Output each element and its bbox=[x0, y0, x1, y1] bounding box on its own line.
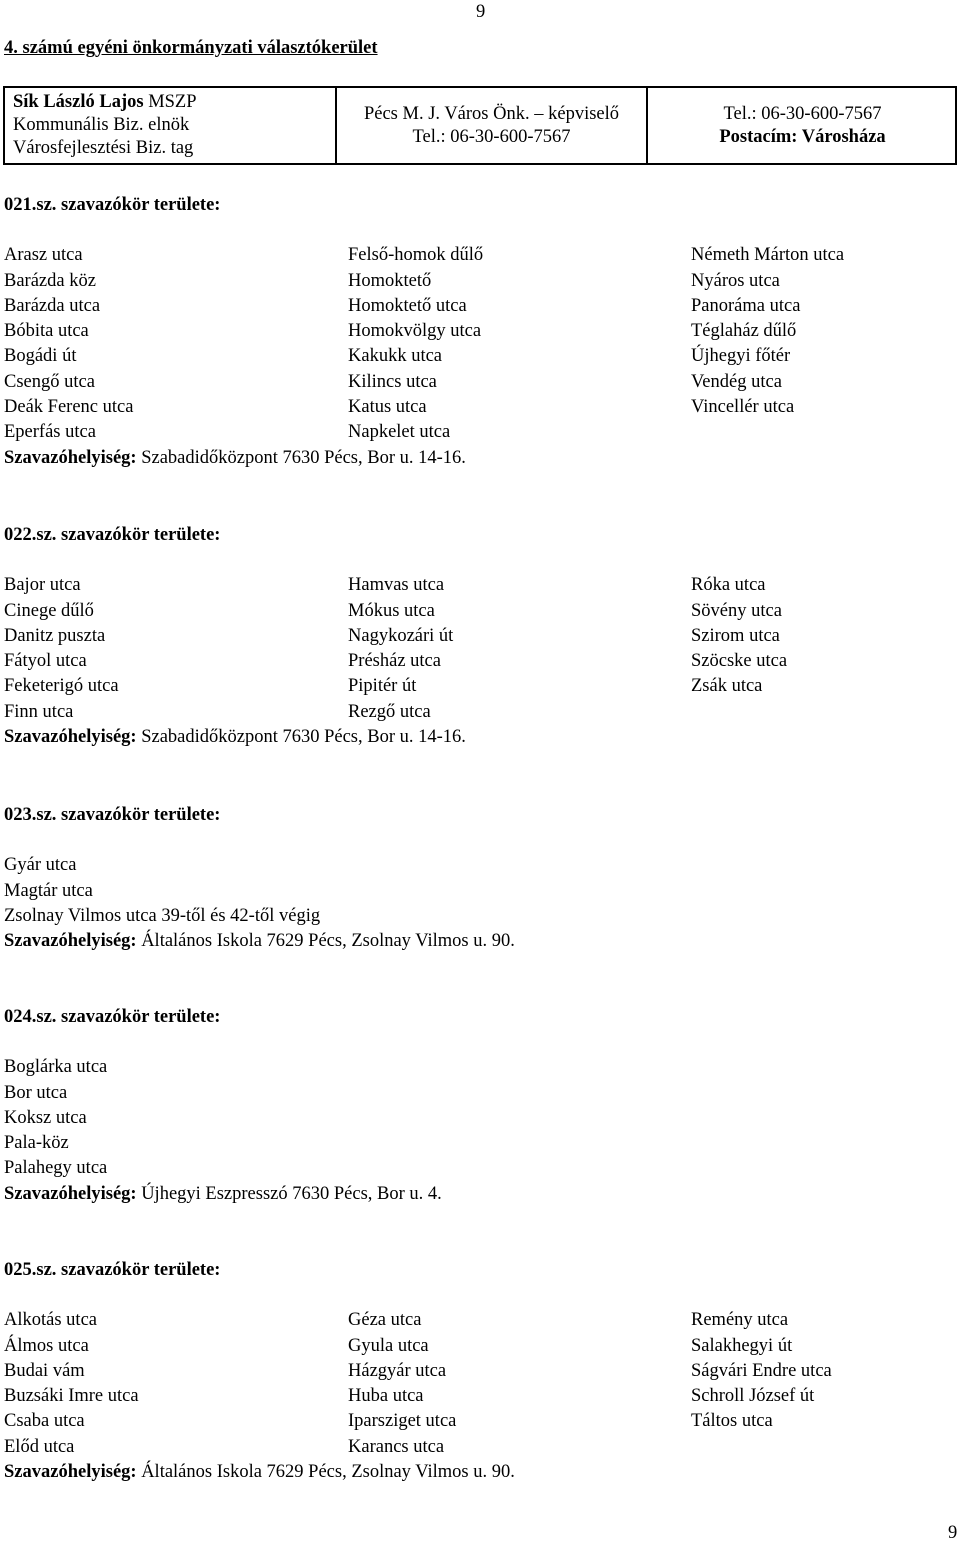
street-name: Katus utca bbox=[348, 397, 427, 418]
street-name: Szöcske utca bbox=[691, 651, 788, 672]
street-name: Zsák utca bbox=[691, 676, 763, 697]
street-name: Bóbita utca bbox=[4, 321, 89, 342]
section-heading: 025.sz. szavazókör területe: bbox=[4, 1260, 221, 1280]
street-name: Nagykozári út bbox=[348, 625, 454, 646]
street-name: Cinege dűlő bbox=[4, 600, 94, 621]
polling-place bbox=[4, 1182, 956, 1207]
street-row bbox=[4, 370, 956, 395]
street-name: Felső-homok dűlő bbox=[348, 245, 484, 266]
polling-place-address: Általános Iskola 7629 Pécs, Zsolnay Vilmos u. 90. bbox=[141, 931, 515, 952]
street-name: Panoráma utca bbox=[691, 295, 801, 316]
street-name: Barázda köz bbox=[4, 270, 96, 291]
page-number-top: 9 bbox=[476, 2, 486, 22]
street-name: Pipitér út bbox=[348, 676, 417, 697]
street-row bbox=[4, 700, 956, 725]
polling-place-address: Szabadidőközpont 7630 Pécs, Bor u. 14-16. bbox=[141, 727, 466, 748]
street-name: Barázda utca bbox=[4, 295, 101, 316]
street-row bbox=[4, 573, 956, 598]
street-row bbox=[4, 624, 956, 649]
polling-place bbox=[4, 1460, 956, 1485]
street-row bbox=[4, 1359, 956, 1384]
street-name: Újhegyi főtér bbox=[691, 346, 791, 367]
street-row bbox=[4, 269, 956, 294]
street-row bbox=[4, 1334, 956, 1359]
representative-box bbox=[3, 86, 957, 165]
polling-place bbox=[4, 446, 956, 471]
section-heading: 023.sz. szavazókör területe: bbox=[4, 805, 221, 825]
street-name: Bajor utca bbox=[4, 575, 81, 596]
street-name: Táltos utca bbox=[691, 1411, 773, 1432]
polling-place-label: Szavazóhelyiség: bbox=[4, 447, 137, 468]
street-name: Házgyár utca bbox=[348, 1360, 447, 1381]
street-row bbox=[4, 649, 956, 674]
polling-place-label: Szavazóhelyiség: bbox=[4, 1183, 137, 1204]
street-name: Buzsáki Imre utca bbox=[4, 1386, 139, 1407]
street-name: Finn utca bbox=[4, 701, 74, 722]
street-row bbox=[4, 420, 956, 445]
section-heading: 021.sz. szavazókör területe: bbox=[4, 195, 221, 215]
section-heading: 024.sz. szavazókör területe: bbox=[4, 1007, 221, 1027]
street-name: Szirom utca bbox=[691, 625, 780, 646]
polling-place-address: Újhegyi Eszpresszó 7630 Pécs, Bor u. 4. bbox=[141, 1183, 442, 1204]
page-number-bottom: 9 bbox=[948, 1523, 958, 1543]
street-name: Karancs utca bbox=[348, 1436, 445, 1457]
street-name: Iparsziget utca bbox=[348, 1411, 457, 1432]
street-name: Mókus utca bbox=[348, 600, 435, 621]
polling-place-address: Általános Iskola 7629 Pécs, Zsolnay Vilmos u. 90. bbox=[141, 1462, 515, 1483]
representative-position: Pécs M. J. Város Önk. – képviselő bbox=[363, 104, 620, 124]
street-name: Kakukk utca bbox=[348, 346, 443, 367]
polling-place-address: Szabadidőközpont 7630 Pécs, Bor u. 14-16. bbox=[141, 447, 466, 468]
street-name: Budai vám bbox=[4, 1360, 85, 1381]
street-row bbox=[4, 1308, 956, 1333]
street-name: Salakhegyi út bbox=[691, 1335, 793, 1356]
street-name: Vendég utca bbox=[691, 371, 782, 392]
street-name: Bor utca bbox=[4, 1082, 68, 1103]
street-name: Zsolnay Vilmos utca 39-től és 42-től végig bbox=[4, 905, 321, 926]
representative-name-cell bbox=[5, 88, 335, 163]
representative-role-2: Városfejlesztési Biz. tag bbox=[13, 138, 194, 158]
street-row bbox=[4, 294, 956, 319]
street-name: Csaba utca bbox=[4, 1411, 85, 1432]
representative-position-cell bbox=[335, 88, 648, 163]
street-name: Alkotás utca bbox=[4, 1310, 97, 1331]
street-name: Kilincs utca bbox=[348, 371, 437, 392]
street-name: Palahegy utca bbox=[4, 1158, 108, 1179]
street-name: Hamvas utca bbox=[348, 575, 445, 596]
polling-place bbox=[4, 929, 956, 954]
representative-phone-middle: Tel.: 06-30-600-7567 bbox=[412, 127, 571, 147]
street-row bbox=[4, 243, 956, 268]
street-name: Csengő utca bbox=[4, 371, 95, 392]
street-name: Fátyol utca bbox=[4, 651, 87, 672]
street-list bbox=[4, 1055, 956, 1207]
representative-phone-right: Tel.: 06-30-600-7567 bbox=[723, 104, 882, 124]
street-row bbox=[4, 319, 956, 344]
street-row bbox=[4, 1384, 956, 1409]
street-name: Napkelet utca bbox=[348, 422, 451, 443]
street-row bbox=[4, 344, 956, 369]
polling-section bbox=[4, 803, 956, 954]
street-name: Gyula utca bbox=[348, 1335, 429, 1356]
street-name: Sövény utca bbox=[691, 600, 782, 621]
street-name: Koksz utca bbox=[4, 1107, 87, 1128]
street-name: Homoktető bbox=[348, 270, 432, 291]
polling-section bbox=[4, 1258, 956, 1485]
street-row bbox=[4, 1435, 956, 1460]
street-name: Előd utca bbox=[4, 1436, 75, 1457]
street-name: Vincellér utca bbox=[691, 397, 795, 418]
polling-place-label: Szavazóhelyiség: bbox=[4, 727, 137, 748]
street-name: Magtár utca bbox=[4, 880, 93, 901]
representative-name: Sík László Lajos bbox=[13, 92, 149, 112]
street-name: Gyár utca bbox=[4, 855, 77, 876]
street-name: Róka utca bbox=[691, 575, 766, 596]
street-name: Feketerigó utca bbox=[4, 676, 119, 697]
representative-party: MSZP bbox=[148, 92, 197, 112]
polling-place bbox=[4, 725, 956, 750]
district-title: 4. számú egyéni önkormányzati választókerület bbox=[4, 38, 378, 58]
representative-role-1: Kommunális Biz. elnök bbox=[13, 115, 190, 135]
street-name: Homoktető utca bbox=[348, 295, 467, 316]
street-row bbox=[4, 1409, 956, 1434]
street-name: Rezgő utca bbox=[348, 701, 431, 722]
street-row bbox=[4, 395, 956, 420]
section-heading: 022.sz. szavazókör területe: bbox=[4, 525, 221, 545]
street-list bbox=[4, 573, 956, 750]
street-name: Bogádi út bbox=[4, 346, 77, 367]
street-list bbox=[4, 1308, 956, 1485]
representative-postal: Postacím: Városháza bbox=[719, 127, 886, 147]
street-name: Géza utca bbox=[348, 1310, 422, 1331]
street-list bbox=[4, 853, 956, 954]
polling-section bbox=[4, 523, 956, 750]
polling-place-label: Szavazóhelyiség: bbox=[4, 1462, 137, 1483]
street-name: Nyáros utca bbox=[691, 270, 780, 291]
street-name: Eperfás utca bbox=[4, 422, 96, 443]
polling-section bbox=[4, 1005, 956, 1207]
street-name: Ságvári Endre utca bbox=[691, 1360, 832, 1381]
street-row bbox=[4, 599, 956, 624]
street-name: Boglárka utca bbox=[4, 1057, 108, 1078]
street-name: Pala-köz bbox=[4, 1133, 69, 1154]
street-name: Deák Ferenc utca bbox=[4, 397, 134, 418]
street-list bbox=[4, 243, 956, 471]
street-row bbox=[4, 674, 956, 699]
polling-section bbox=[4, 193, 956, 471]
representative-name-party bbox=[13, 91, 335, 114]
street-name: Huba utca bbox=[348, 1386, 424, 1407]
street-name: Danitz puszta bbox=[4, 625, 106, 646]
representative-contact-cell bbox=[648, 88, 957, 163]
street-name: Álmos utca bbox=[4, 1335, 89, 1356]
street-name: Téglaház dűlő bbox=[691, 321, 797, 342]
street-name: Schroll József út bbox=[691, 1386, 815, 1407]
street-name: Arasz utca bbox=[4, 245, 83, 266]
polling-place-label: Szavazóhelyiség: bbox=[4, 931, 137, 952]
street-name: Présház utca bbox=[348, 651, 441, 672]
street-name: Remény utca bbox=[691, 1310, 789, 1331]
street-name: Homokvölgy utca bbox=[348, 321, 482, 342]
street-name: Németh Márton utca bbox=[691, 245, 845, 266]
